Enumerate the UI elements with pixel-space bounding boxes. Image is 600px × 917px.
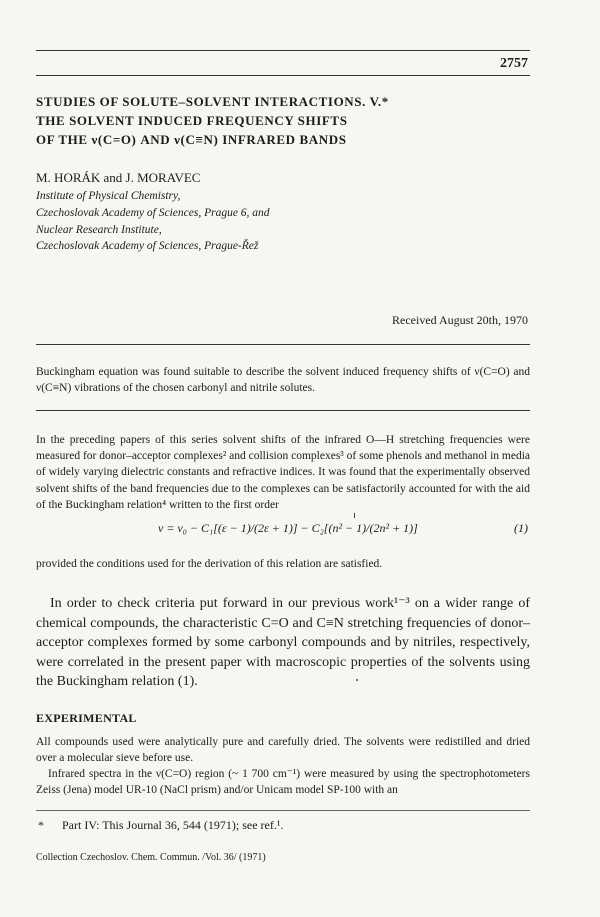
- header-rule-bottom: [36, 75, 530, 76]
- abstract-rule-bottom: [36, 410, 530, 411]
- equation-number: (1): [514, 521, 528, 535]
- body-paragraph-1: In the preceding papers of this series solvent shifts of the infrared O—H stretching frequencies were measured for donor–acceptor complexes² and collision complexes³ of some phenols and methanol in media of widely varying dielectric constants and refractive indices. It was found that the experimentally observed solvent shifts of the band frequencies due to the complexes can be satisfactorily accounted for with the aid of the Buckingham relation⁴ written to the first order: [36, 434, 530, 511]
- footnote: Part IV: This Journal 36, 544 (1971); see ref.¹.: [62, 818, 284, 832]
- affiliation-line-1: Institute of Physical Chemistry,: [36, 190, 181, 202]
- equation: ν = ν₀ − C₁[(ε − 1)/(2ε + 1)] − C₂[(n² − 1)/(2n² + 1)]: [158, 521, 418, 535]
- stray-mark: [356, 679, 358, 681]
- title-line-2: THE SOLVENT INDUCED FREQUENCY SHIFTS: [36, 113, 348, 128]
- body-paragraph-3: In order to check criteria put forward in our previous work¹⁻³ on a wider range of chemical compounds, the characteristic C=O and C≡N stretching frequencies of donor–acceptor complexes formed by some carbonyl compounds and by nitriles, respectively, were correlated in the present paper with macroscopic properties of the solvents using the Buckingham relation (1).: [36, 596, 530, 690]
- affiliation-line-2: Czechoslovak Academy of Sciences, Prague 6, and: [36, 207, 270, 219]
- body-paragraph-2: provided the conditions used for the derivation of this relation are satisfied.: [36, 558, 383, 570]
- authors: M. HORÁK and J. MORAVEC: [36, 170, 201, 185]
- title-line-3: OF THE ν(C=O) AND ν(C≡N) INFRARED BANDS: [36, 132, 347, 147]
- margin-mark: [354, 513, 355, 518]
- footnote-marker: *: [38, 818, 44, 832]
- footnote-rule: [36, 810, 530, 811]
- experimental-paragraph-2: Infrared spectra in the ν(C=O) region (~ 1 700 cm⁻¹) were measured by using the spectrophotometers Zeiss (Jena) model UR-10 (NaCl prism) and/or Unicam model SP-100 with an: [36, 768, 530, 796]
- page-number: 2757: [500, 56, 528, 71]
- received-date: Received August 20th, 1970: [392, 313, 528, 327]
- abstract-rule-top: [36, 344, 530, 345]
- title-line-1: STUDIES OF SOLUTE–SOLVENT INTERACTIONS. V.*: [36, 94, 389, 109]
- header-rule-top: [36, 50, 530, 51]
- affiliation-line-4: Czechoslovak Academy of Sciences, Prague-Řež: [36, 240, 259, 252]
- abstract: Buckingham equation was found suitable to describe the solvent induced frequency shifts of ν(C=O) and ν(C≡N) vibrations of the chosen carbonyl and nitrile solutes.: [36, 366, 530, 394]
- section-heading: EXPERIMENTAL: [36, 711, 137, 725]
- experimental-paragraph-1: All compounds used were analytically pure and carefully dried. The solvents were redistilled and dried over a molecular sieve before use.: [36, 736, 530, 764]
- journal-footer: Collection Czechoslov. Chem. Commun. /Vol. 36/ (1971): [36, 852, 266, 863]
- affiliation-line-3: Nuclear Research Institute,: [36, 224, 162, 236]
